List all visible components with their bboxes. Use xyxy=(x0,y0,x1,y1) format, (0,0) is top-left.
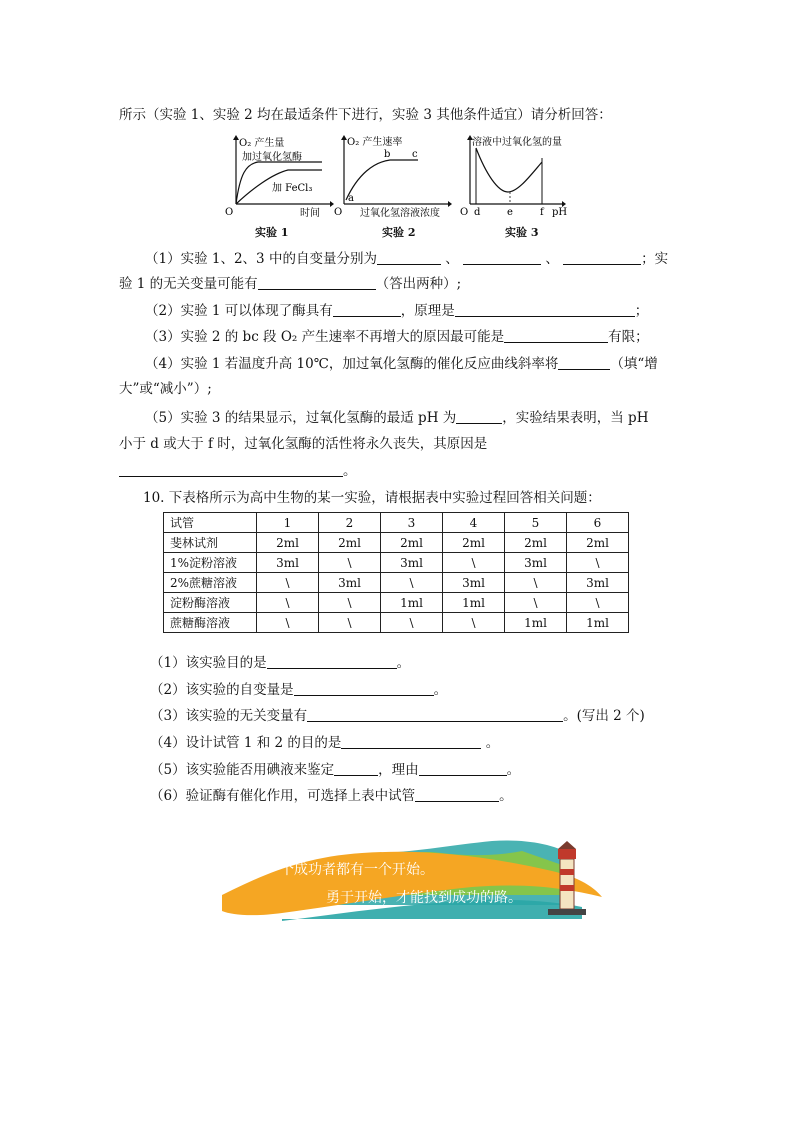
table-cell: \ xyxy=(381,613,443,633)
graph3-tick-d: d xyxy=(474,207,481,218)
graph3-caption: 实验 3 xyxy=(505,226,539,239)
table-cell: 蔗糖酶溶液 xyxy=(164,613,257,633)
question-1: （1）实验 1、2、3 中的自变量分别为 、 、 ；实 xyxy=(145,251,669,267)
table-cell: 3ml xyxy=(443,573,505,593)
table-cell: \ xyxy=(319,613,381,633)
table-cell: \ xyxy=(319,593,381,613)
table-cell: 4 xyxy=(443,513,505,533)
graph-experiment-3 xyxy=(456,134,576,220)
answer-blank[interactable] xyxy=(267,654,397,669)
graph1-origin: O xyxy=(225,207,234,218)
answer-blank[interactable] xyxy=(504,328,608,343)
graph2-origin: O xyxy=(334,207,343,218)
sub-question-3: （3）该实验的无关变量有 。(写出 2 个) xyxy=(150,708,645,724)
question-4-line2: 大”或“减小”）; xyxy=(119,381,212,397)
table-cell: 3ml xyxy=(381,553,443,573)
answer-blank[interactable] xyxy=(563,250,641,265)
table-cell: 2ml xyxy=(257,533,319,553)
table-cell: 1ml xyxy=(567,613,629,633)
banner-graphic xyxy=(222,835,622,925)
table-cell: 1ml xyxy=(381,593,443,613)
table-cell: \ xyxy=(319,553,381,573)
table-cell: 1ml xyxy=(443,593,505,613)
graph2-y-label: O₂ 产生速率 xyxy=(347,137,403,148)
answer-blank[interactable] xyxy=(455,302,635,317)
sub-question-6: （6）验证酶有催化作用，可选择上表中试管 。 xyxy=(150,788,513,804)
table-cell: 3ml xyxy=(257,553,319,573)
table-cell: 试管 xyxy=(164,513,257,533)
table-cell: 3 xyxy=(381,513,443,533)
question-10-title: 10. 下表格所示为高中生物的某一实验，请根据表中实验过程回答相关问题： xyxy=(143,490,601,506)
table-cell: \ xyxy=(567,553,629,573)
table-cell: \ xyxy=(567,593,629,613)
experiment-table xyxy=(163,512,629,633)
answer-blank[interactable] xyxy=(463,250,541,265)
question-3: （3）实验 2 的 bc 段 O₂ 产生速率不再增大的原因最可能是 有限； xyxy=(145,329,649,345)
graph1-caption: 实验 1 xyxy=(255,226,289,239)
graph3-x-label: pH xyxy=(552,207,568,218)
table-cell: 淀粉酶溶液 xyxy=(164,593,257,613)
graph1-curve-top-label: 加过氧化氢酶 xyxy=(242,152,302,163)
graph2-caption: 实验 2 xyxy=(382,226,416,239)
table-row xyxy=(164,533,629,553)
graph2-x-label: 过氧化氢溶液浓度 xyxy=(360,208,440,219)
graph1-curve-bottom-label: 加 FeCl₃ xyxy=(272,183,313,194)
graph1-y-label: O₂ 产生量 xyxy=(239,138,285,149)
sub-question-4: （4）设计试管 1 和 2 的目的是 。 xyxy=(150,735,500,751)
question-4: （4）实验 1 若温度升高 10℃，加过氧化氢酶的催化反应曲线斜率将 （填“增 xyxy=(145,356,658,372)
graph3-y-label: 溶液中过氧化氢的量 xyxy=(472,137,562,148)
graph1-x-label: 时间 xyxy=(300,208,320,219)
sub-question-5: （5）该实验能否用碘液来鉴定 ，理由 。 xyxy=(150,762,521,778)
banner-line-1: 每一个成功者都有一个开始。 xyxy=(252,862,434,878)
table-row xyxy=(164,613,629,633)
answer-blank[interactable] xyxy=(307,707,563,722)
table-cell: \ xyxy=(443,613,505,633)
question-5-line3: 。 xyxy=(119,462,357,480)
question-1-line2: 验 1 的无关变量可能有 （答出两种）; xyxy=(119,276,462,292)
table-cell: 斐林试剂 xyxy=(164,533,257,553)
table-cell: 3ml xyxy=(567,573,629,593)
table-cell: \ xyxy=(257,613,319,633)
table-cell: \ xyxy=(505,593,567,613)
graph3-tick-e: e xyxy=(507,207,513,218)
sub-question-2: （2）该实验的自变量是 。 xyxy=(150,682,448,698)
graph-experiment-1 xyxy=(222,134,334,220)
motivational-banner xyxy=(222,835,622,925)
table-cell: 2 xyxy=(319,513,381,533)
table-cell: 2%蔗糖溶液 xyxy=(164,573,257,593)
table-cell: 3ml xyxy=(505,553,567,573)
table-row xyxy=(164,593,629,613)
table-cell: \ xyxy=(381,573,443,593)
table-cell: 2ml xyxy=(443,533,505,553)
question-2: （2）实验 1 可以体现了酶具有 ，原理是 ； xyxy=(145,303,649,319)
graph2-point-a: a xyxy=(348,193,354,204)
intro-text: 所示（实验 1、实验 2 均在最适条件下进行，实验 3 其他条件适宜）请分析回答： xyxy=(119,107,612,123)
graph3-tick-f: f xyxy=(540,207,544,218)
table-cell: 3ml xyxy=(319,573,381,593)
graph-experiment-2 xyxy=(334,134,454,220)
table-cell: \ xyxy=(505,573,567,593)
sub-question-1: （1）该实验目的是 。 xyxy=(150,655,411,671)
table-cell: 2ml xyxy=(319,533,381,553)
graph3-origin: O xyxy=(460,207,469,218)
answer-blank[interactable] xyxy=(341,734,481,749)
table-cell: \ xyxy=(443,553,505,573)
graph2-point-b: b xyxy=(384,149,391,160)
table-row xyxy=(164,553,629,573)
table-cell: 2ml xyxy=(505,533,567,553)
answer-blank[interactable] xyxy=(333,302,401,317)
table-cell: \ xyxy=(257,593,319,613)
answer-blank[interactable] xyxy=(294,681,434,696)
table-cell: 5 xyxy=(505,513,567,533)
table-cell: 1ml xyxy=(505,613,567,633)
table-cell: 2ml xyxy=(567,533,629,553)
question-5: （5）实验 3 的结果显示，过氧化氢酶的最适 pH 为 ，实验结果表明，当 pH xyxy=(145,410,649,426)
graph2-point-c: c xyxy=(412,149,418,160)
table-cell: \ xyxy=(257,573,319,593)
answer-blank[interactable] xyxy=(558,355,610,370)
answer-blank[interactable] xyxy=(419,761,507,776)
table-cell: 2ml xyxy=(381,533,443,553)
table-row xyxy=(164,573,629,593)
table-cell: 6 xyxy=(567,513,629,533)
table-cell: 1 xyxy=(257,513,319,533)
answer-blank[interactable] xyxy=(415,787,499,802)
answer-blank[interactable] xyxy=(258,275,376,290)
table-header-row xyxy=(164,513,629,533)
question-5-line2: 小于 d 或大于 f 时，过氧化氢酶的活性将永久丧失，其原因是 xyxy=(119,436,488,452)
answer-blank[interactable] xyxy=(377,250,441,265)
answer-blank[interactable] xyxy=(334,761,378,776)
banner-line-2: 勇于开始，才能找到成功的路。 xyxy=(326,890,522,906)
table-cell: 1%淀粉溶液 xyxy=(164,553,257,573)
answer-blank[interactable] xyxy=(119,462,343,477)
answer-blank[interactable] xyxy=(456,409,502,424)
